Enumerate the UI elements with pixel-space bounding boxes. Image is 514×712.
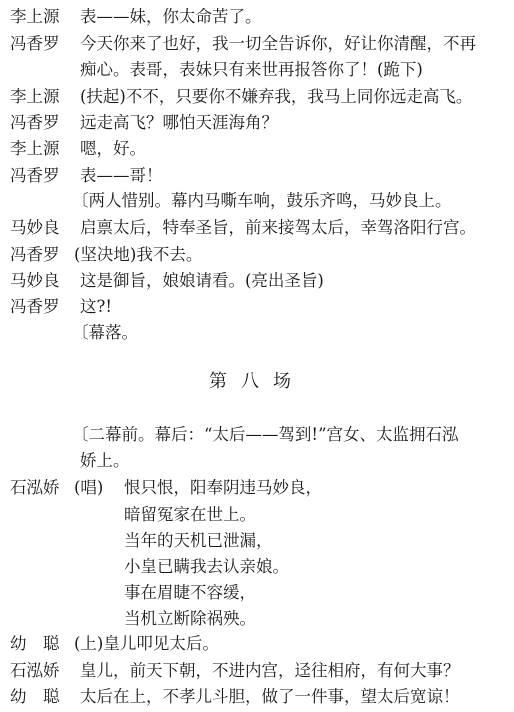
speaker-name: 李上源 xyxy=(10,139,60,158)
verse-line: 当机立断除祸殃。 xyxy=(124,609,256,628)
dialogue-line: (上)皇儿叩见太后。 xyxy=(74,634,219,653)
speaker-name: 李上源 xyxy=(10,87,60,106)
speaker-name: 石泓娇 xyxy=(10,661,60,680)
verse-line: 当年的天机已泄漏， xyxy=(124,531,273,550)
dialogue-line: 嗯，好。 xyxy=(80,139,146,158)
dialogue-line: 启禀太后，特奉圣旨，前来接驾太后，幸驾洛阳行宫。 xyxy=(80,218,476,237)
speaker-name: 石泓娇 xyxy=(10,478,60,497)
speaker-name: 冯香罗 xyxy=(10,297,60,316)
verse-line: 小皇已瞒我去认亲娘。 xyxy=(124,557,289,576)
dialogue-line: 远走高飞？哪怕天涯海角？ xyxy=(80,113,278,132)
speaker-name: 马妙良 xyxy=(10,271,60,290)
dialogue-line: (扶起)不不，只要你不嫌弃我，我马上同你远走高飞。 xyxy=(80,87,473,106)
speaker-name: 马妙良 xyxy=(10,218,60,237)
speaker-name: 冯香罗 xyxy=(10,34,60,53)
verse-line: 恨只恨，阳奉阴违马妙良， xyxy=(124,478,322,497)
dialogue-line: (坚决地)我不去。 xyxy=(74,245,203,264)
dialogue-line: 太后在上，不孝儿斗胆，做了一件事，望太后宽谅！ xyxy=(80,687,460,706)
stage-direction: 〔二幕前。幕后：“太后——驾到!”宫女、太监拥石泓 xyxy=(72,425,459,444)
stage-direction-continued: 娇上。 xyxy=(80,451,130,470)
dialogue-line: 皇儿，前天下朝，不进内宫，迳往相府，有何大事？ xyxy=(80,661,460,680)
dialogue-line-continued: 痴心。表哥，表妹只有来世再报答你了！(跪下) xyxy=(80,60,423,79)
dialogue-line: 今天你来了也好，我一切全告诉你，好让你清醒，不再 xyxy=(80,34,476,53)
dialogue-line: 表——哥！ xyxy=(80,166,163,185)
stage-direction: 〔幕落。 xyxy=(72,323,138,342)
dialogue-line: 这?! xyxy=(80,297,112,316)
speaker-name: 冯香罗 xyxy=(10,245,60,264)
speaker-name: 李上源 xyxy=(10,7,60,26)
singing-tag: (唱) xyxy=(74,478,104,497)
dialogue-line: 这是御旨，娘娘请看。(亮出圣旨) xyxy=(80,271,324,290)
dialogue-line: 表——妹，你太命苦了。 xyxy=(80,7,262,26)
speaker-name: 幼 聪 xyxy=(10,687,60,706)
stage-direction: 〔两人惜别。幕内马嘶车响，鼓乐齐鸣，马妙良上。 xyxy=(72,191,452,210)
speaker-name: 幼 聪 xyxy=(10,634,60,653)
verse-line: 事在眉睫不容缓， xyxy=(124,583,256,602)
verse-line: 暗留冤家在世上。 xyxy=(124,505,256,524)
speaker-name: 冯香罗 xyxy=(10,166,60,185)
scene-heading: 第八场 xyxy=(209,371,305,392)
speaker-name: 冯香罗 xyxy=(10,113,60,132)
